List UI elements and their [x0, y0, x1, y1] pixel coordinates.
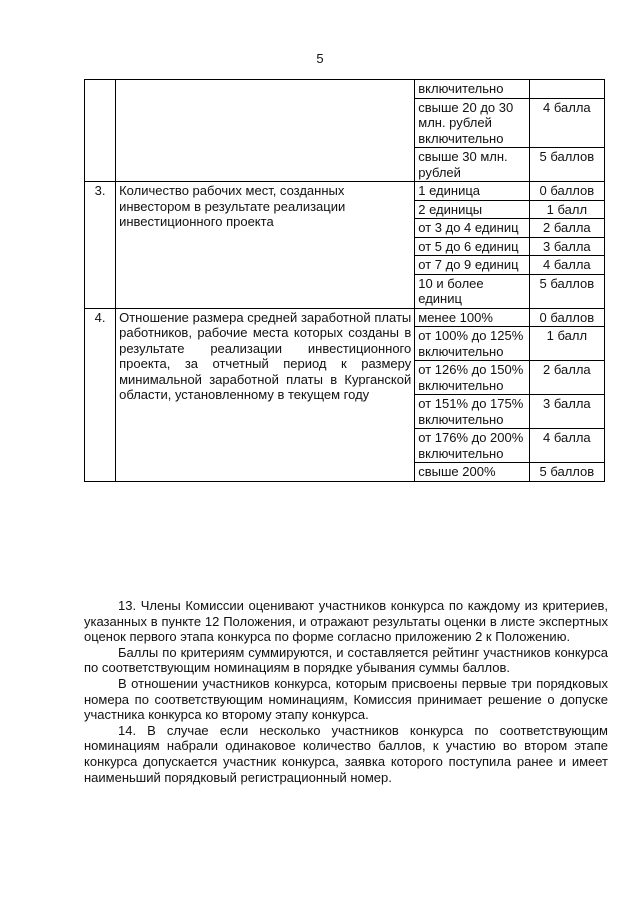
condition-cell: 2 единицы [415, 200, 529, 219]
paragraph: 14. В случае если несколько участников конкурса по соответствующим номинациям набрали одинаковое количество баллов, к участию во втором этапе конкурса допускается участник конкурса, заявка которого поступила ранее и имеет наименьший порядковый регистрационный номер. [84, 722, 608, 785]
score-cell: 1 балл [529, 200, 604, 219]
paragraph: В отношении участников конкурса, которым присвоены первые три порядковых номера по соответствующим номинациям, Комиссия принимает решение о допуске участника конкурса ко второму этапу конкурса. [84, 675, 608, 723]
score-cell: 3 балла [529, 395, 604, 429]
condition-cell: 10 и более единиц [415, 274, 529, 308]
condition-cell: включительно [415, 80, 529, 99]
table-row [85, 182, 605, 201]
condition-cell: от 5 до 6 единиц [415, 237, 529, 256]
table-row [85, 80, 605, 99]
score-cell [529, 80, 604, 99]
criterion-number: 3. [85, 182, 116, 309]
condition-cell: менее 100% [415, 308, 529, 327]
condition-cell: свыше 200% [415, 463, 529, 482]
condition-cell: от 3 до 4 единиц [415, 219, 529, 238]
score-cell: 2 балла [529, 361, 604, 395]
score-cell: 0 баллов [529, 182, 604, 201]
criteria-table [84, 79, 605, 482]
paragraph: 13. Члены Комиссии оценивают участников конкурса по каждому из критериев, указанных в пункте 12 Положения, и отражают результаты оценки в листе экспертных оценок первого этапа конкурса по форме согласно приложению 2 к Положению. [84, 598, 608, 645]
condition-cell: свыше 30 млн. рублей [415, 148, 529, 182]
score-cell: 4 балла [529, 256, 604, 275]
score-cell: 5 баллов [529, 463, 604, 482]
score-cell: 5 баллов [529, 274, 604, 308]
table-row [85, 308, 605, 327]
condition-cell: от 176% до 200% включительно [415, 429, 529, 463]
criterion-name: Количество рабочих мест, созданных инвестором в результате реализации инвестиционного проекта [116, 182, 415, 309]
criterion-name [116, 80, 415, 182]
score-cell: 4 балла [529, 429, 604, 463]
criterion-number [85, 80, 116, 182]
score-cell: 1 балл [529, 327, 604, 361]
score-cell: 3 балла [529, 237, 604, 256]
paragraph: Баллы по критериям суммируются, и составляется рейтинг участников конкурса по соответствующим номинациям в порядке убывания суммы баллов. [84, 644, 608, 676]
score-cell: 0 баллов [529, 308, 604, 327]
condition-cell: от 100% до 125% включительно [415, 327, 529, 361]
criterion-number: 4. [85, 308, 116, 481]
condition-cell: от 7 до 9 единиц [415, 256, 529, 275]
condition-cell: 1 единица [415, 182, 529, 201]
condition-cell: от 151% до 175% включительно [415, 395, 529, 429]
score-cell: 2 балла [529, 219, 604, 238]
body-text [84, 598, 608, 785]
condition-cell: от 126% до 150% включительно [415, 361, 529, 395]
score-cell: 5 баллов [529, 148, 604, 182]
score-cell: 4 балла [529, 98, 604, 148]
condition-cell: свыше 20 до 30 млн. рублей включительно [415, 98, 529, 148]
page-number: 5 [316, 51, 324, 66]
criterion-name: Отношение размера средней заработной платы работников, рабочие места которых созданы в результате реализации инвестиционного проекта, за отчетный период к размеру минимальной заработной платы в Курганской области, установленному в текущем году [116, 308, 415, 481]
